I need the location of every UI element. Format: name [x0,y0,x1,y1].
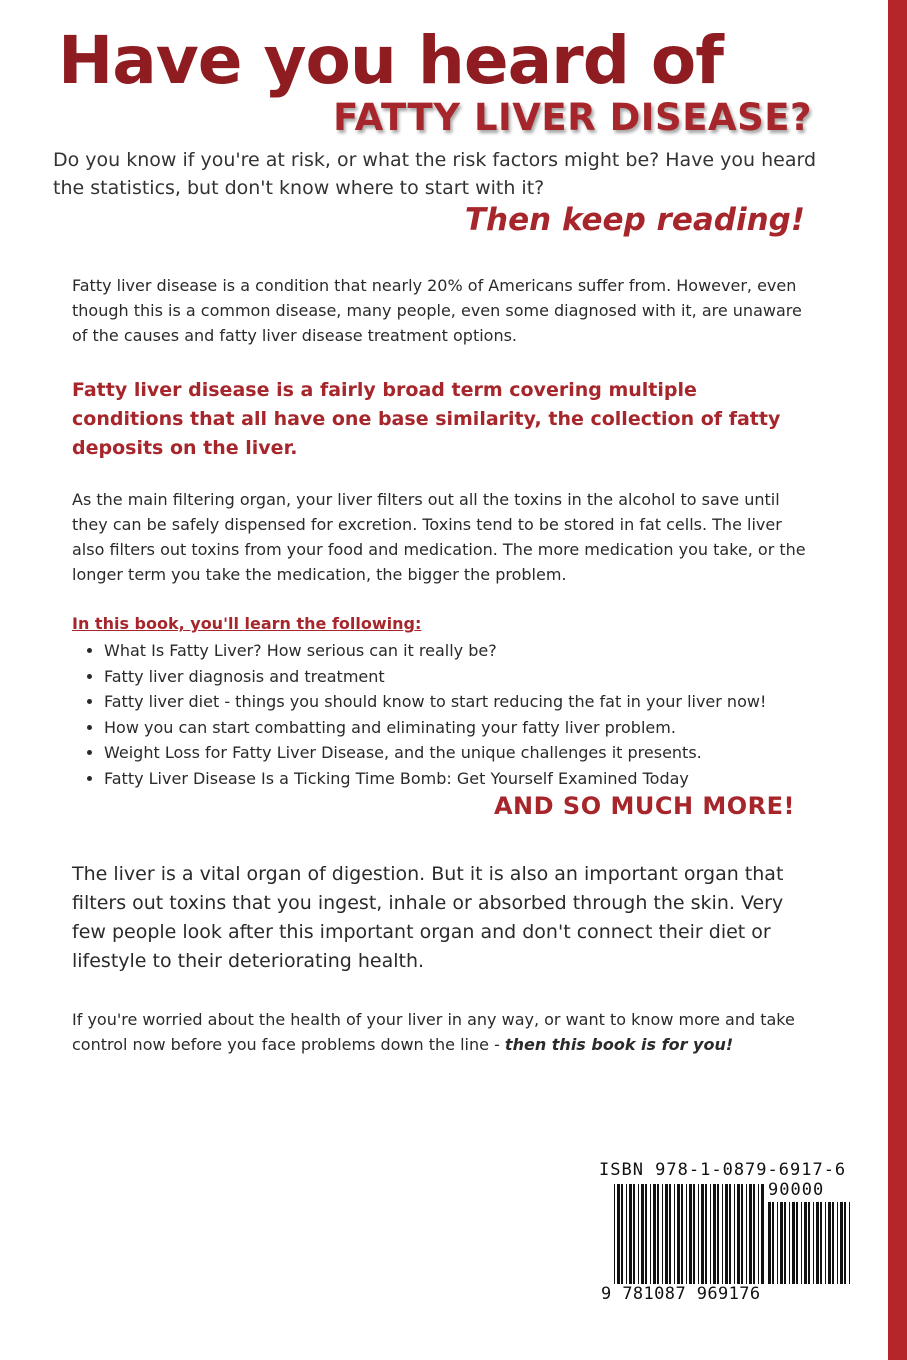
barcode-bar [796,1202,798,1284]
barcode-bar [808,1202,810,1284]
barcode-bar [746,1184,747,1284]
barcode-bar [784,1202,786,1284]
barcode-bar [753,1184,755,1284]
barcode-bar [617,1184,620,1284]
barcode-bar [801,1202,802,1284]
so-much-more: AND SO MUCH MORE! [493,792,795,820]
barcode-bar [761,1184,764,1284]
barcode-bar [686,1184,687,1284]
barcode-bar [749,1184,752,1284]
barcode-bar [725,1184,728,1284]
list-item: • How you can start combatting and eliminating your fatty liver problem. [104,715,864,741]
barcode-bar [705,1184,707,1284]
barcode-bar [662,1184,663,1284]
barcode-bar [629,1184,632,1284]
barcode-bar [710,1184,711,1284]
barcode-bar [737,1184,740,1284]
headline: Have you heard of [58,22,723,99]
paragraph-5-emphasis: then this book is for you! [504,1035,734,1054]
barcode-bar [681,1184,683,1284]
barcode-bar [633,1184,635,1284]
barcode-bar [840,1202,843,1284]
list-item: • Weight Loss for Fatty Liver Disease, and the unique challenges it presents. [104,740,864,766]
barcode-bar [837,1202,838,1284]
intro-text: Do you know if you're at risk, or what the risk factors might be? Have you heard the statistics, but don't know where to start with it? [53,149,817,199]
barcode-bar [816,1202,819,1284]
barcode-bar [669,1184,671,1284]
keep-reading: Then keep reading! [464,202,805,238]
barcode-bar [653,1184,656,1284]
paragraph-2-highlight: Fatty liver disease is a fairly broad term covering multiple conditions that all have one base similarity, the collection of fatty deposits on the liver. [72,379,781,459]
barcode-bar [689,1184,692,1284]
barcode-bar [621,1184,623,1284]
barcode-bar [674,1184,675,1284]
barcode-bar [804,1202,807,1284]
barcode-bar [641,1184,644,1284]
barcode-bar [614,1184,615,1284]
isbn-label: ISBN 978-1-0879-6917-6 [599,1160,847,1180]
barcode-bar [701,1184,704,1284]
barcode-bar [777,1202,778,1284]
barcode-bar [772,1202,774,1284]
barcode-bars-addon [768,1202,850,1284]
learn-heading: In this book, you'll learn the following: [72,614,422,633]
barcode-bar [828,1202,831,1284]
list-item: • Fatty liver diet - things you should know to start reducing the fat in your liver now! [104,689,864,715]
barcode-bar [734,1184,735,1284]
barcode-bar [717,1184,719,1284]
paragraph-4: The liver is a vital organ of digestion. But it is also an important organ that filters out toxins that you ingest, inhale or absorbed through the skin. Very few people look after this important organ and don't connect their diet or lifestyle to their deteriorating health. [72,863,784,972]
paragraph-5 [72,1007,807,1057]
barcode-bar [626,1184,627,1284]
barcode-bar [657,1184,659,1284]
barcode-bar [768,1202,771,1284]
spine-stripe [888,0,907,1360]
barcode-bar [645,1184,647,1284]
barcode-bar [677,1184,680,1284]
barcode-bar [698,1184,699,1284]
barcode-bar [813,1202,814,1284]
list-item: • What Is Fatty Liver? How serious can it really be? [104,638,864,664]
barcode-bar [729,1184,731,1284]
barcode-bar [780,1202,783,1284]
barcode-bar [638,1184,639,1284]
barcode-bar [741,1184,743,1284]
barcode-bar [693,1184,695,1284]
barcode-bar [665,1184,668,1284]
barcode-bar [789,1202,790,1284]
barcode-bar [713,1184,716,1284]
subheadline: FATTY LIVER DISEASE? [333,96,812,139]
learn-list [72,638,864,791]
list-item: • Fatty liver diagnosis and treatment [104,664,864,690]
paragraph-3: As the main filtering organ, your liver filters out all the toxins in the alcohol to save until they can be safely dispensed for excretion. Toxins tend to be stored in fat cells. The liver also filters out toxins from your food and medication. The more medication you take, or the longer term you take the medication, the bigger the problem. [72,490,806,584]
barcode-bar [722,1184,723,1284]
barcode-bar [844,1202,846,1284]
barcode-bar [832,1202,834,1284]
paragraph-5-text: If you're worried about the health of your liver in any way, or want to know more and take control now before you face problems down the line - [72,1010,795,1054]
barcode-bar [758,1184,759,1284]
barcode-bar [650,1184,651,1284]
barcode-bar [792,1202,795,1284]
barcode-bar [820,1202,822,1284]
barcode-bars-main [614,1184,764,1284]
barcode-bar [849,1202,850,1284]
barcode-ean-digits: 9 781087 969176 [601,1284,761,1304]
barcode-addon-digits: 90000 [768,1180,825,1200]
paragraph-1: Fatty liver disease is a condition that nearly 20% of Americans suffer from. However, even though this is a common disease, many people, even some diagnosed with it, are unaware of the causes and fatty liver disease treatment options. [72,276,802,345]
barcode-bar [825,1202,826,1284]
list-item: • Fatty Liver Disease Is a Ticking Time Bomb: Get Yourself Examined Today [104,766,864,792]
